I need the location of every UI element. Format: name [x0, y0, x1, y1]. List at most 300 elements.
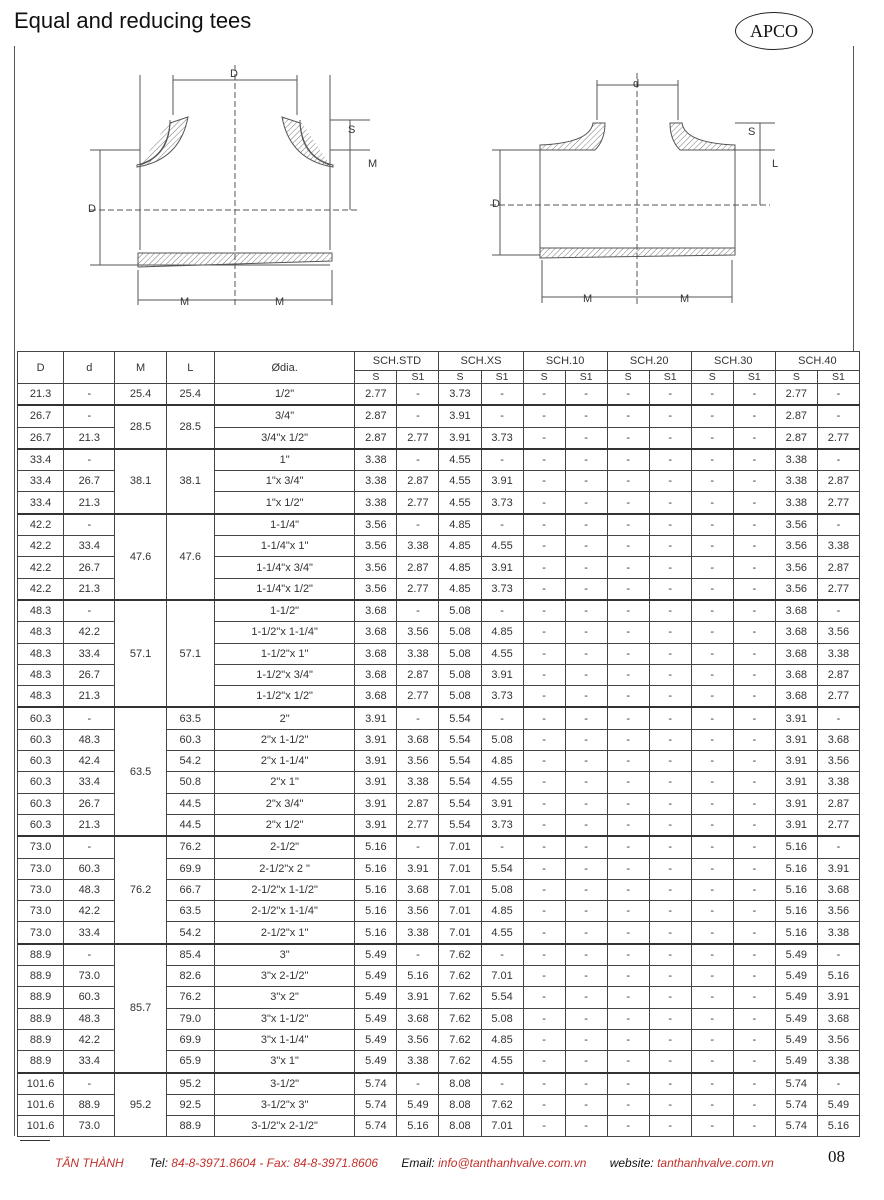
footer-email-label: Email:	[401, 1156, 435, 1170]
table-cell: -	[523, 814, 565, 836]
table-cell: 1-1/4"x 3/4"	[214, 557, 355, 578]
table-cell: 3.91	[481, 471, 523, 492]
table-cell: 3.91	[355, 707, 397, 729]
table-cell: -	[691, 751, 733, 772]
table-cell: 33.4	[64, 536, 115, 557]
table-cell: 7.01	[481, 1116, 523, 1137]
table-cell: 60.3	[18, 793, 64, 814]
table-cell: 2.87	[397, 793, 439, 814]
table-cell: -	[817, 1073, 859, 1095]
table-cell: 5.49	[775, 966, 817, 987]
table-cell: 2-1/2"x 1-1/4"	[214, 901, 355, 922]
table-cell: 60.3	[18, 772, 64, 793]
table-cell: 3.91	[481, 557, 523, 578]
table-cell: 5.74	[775, 1073, 817, 1095]
table-cell: 5.54	[439, 772, 481, 793]
table-cell: -	[733, 879, 775, 900]
table-cell: -	[649, 557, 691, 578]
table-cell: -	[607, 814, 649, 836]
table-cell: 7.62	[439, 987, 481, 1008]
table-cell: -	[607, 858, 649, 879]
table-cell: 2.87	[817, 471, 859, 492]
table-cell: 3.56	[355, 578, 397, 600]
table-cell: -	[523, 600, 565, 622]
table-cell: -	[691, 1094, 733, 1115]
table-cell: 25.4	[115, 384, 166, 406]
table-cell: 65.9	[166, 1051, 214, 1073]
table-cell: 4.85	[481, 622, 523, 643]
table-cell: 5.49	[775, 1008, 817, 1029]
table-cell: -	[733, 836, 775, 858]
table-cell: -	[733, 729, 775, 750]
table-cell: -	[523, 557, 565, 578]
table-cell: -	[565, 449, 607, 471]
table-cell: -	[691, 1008, 733, 1029]
table-cell: 3.38	[397, 643, 439, 664]
table-cell: 3"x 2"	[214, 987, 355, 1008]
table-cell: -	[565, 405, 607, 427]
table-cell: 48.3	[64, 1008, 115, 1029]
table-cell: -	[607, 686, 649, 708]
table-cell: -	[565, 1116, 607, 1137]
table-cell: 3.38	[817, 1051, 859, 1073]
table-cell: 3.38	[397, 922, 439, 944]
table-cell: -	[397, 836, 439, 858]
table-cell: -	[691, 1029, 733, 1050]
table-cell: -	[691, 427, 733, 449]
header-D: D	[18, 352, 64, 384]
subheader-s1: S1	[397, 371, 439, 384]
table-cell: -	[397, 600, 439, 622]
table-cell: 3.91	[439, 405, 481, 427]
table-cell: 79.0	[166, 1008, 214, 1029]
table-cell: 60.3	[18, 707, 64, 729]
table-cell: 4.85	[439, 514, 481, 536]
table-cell: -	[649, 836, 691, 858]
table-cell: 5.16	[775, 858, 817, 879]
table-cell: -	[733, 384, 775, 406]
table-cell: -	[649, 966, 691, 987]
table-cell: 3-1/2"	[214, 1073, 355, 1095]
table-cell: -	[691, 643, 733, 664]
table-cell: -	[733, 622, 775, 643]
frame-right-rule	[853, 46, 854, 351]
table-cell: 2.87	[817, 557, 859, 578]
table-cell: 2"x 1-1/2"	[214, 729, 355, 750]
table-cell: 5.49	[817, 1094, 859, 1115]
table-cell: 4.55	[439, 471, 481, 492]
table-cell: 2.77	[397, 814, 439, 836]
table-cell: 5.54	[439, 814, 481, 836]
table-cell: 3.91	[481, 664, 523, 685]
table-cell: -	[523, 707, 565, 729]
table-cell: 48.3	[18, 664, 64, 685]
table-cell: 5.16	[775, 836, 817, 858]
table-cell: -	[649, 814, 691, 836]
table-cell: -	[733, 1094, 775, 1115]
table-cell: 3.68	[355, 600, 397, 622]
table-cell: 1-1/4"	[214, 514, 355, 536]
table-cell: 2-1/2"x 2 "	[214, 858, 355, 879]
table-cell: -	[523, 449, 565, 471]
table-cell: -	[649, 751, 691, 772]
table-cell: -	[607, 1051, 649, 1073]
table-cell: -	[649, 664, 691, 685]
table-cell: 3.38	[817, 922, 859, 944]
right-side-label: D	[492, 198, 500, 210]
table-cell: -	[733, 1051, 775, 1073]
table-cell: 2.77	[397, 427, 439, 449]
table-cell: 3.91	[355, 793, 397, 814]
table-cell: -	[565, 1094, 607, 1115]
table-cell: -	[523, 492, 565, 514]
table-cell: 48.3	[18, 600, 64, 622]
table-cell: -	[523, 858, 565, 879]
table-cell: -	[607, 427, 649, 449]
table-cell: -	[733, 686, 775, 708]
table-cell: -	[565, 966, 607, 987]
table-cell: -	[817, 405, 859, 427]
table-cell: 73.0	[18, 879, 64, 900]
table-cell: -	[649, 858, 691, 879]
table-cell: 21.3	[64, 578, 115, 600]
table-cell: -	[691, 557, 733, 578]
table-cell: 5.08	[439, 664, 481, 685]
table-cell: -	[565, 1008, 607, 1029]
table-cell: 7.62	[439, 1051, 481, 1073]
table-cell: -	[565, 557, 607, 578]
table-cell: 4.85	[481, 901, 523, 922]
table-cell: -	[649, 729, 691, 750]
table-cell: -	[649, 1008, 691, 1029]
table-cell: 3.73	[481, 427, 523, 449]
table-cell: 3.68	[817, 1008, 859, 1029]
table-cell: 54.2	[166, 922, 214, 944]
table-cell: 3.91	[355, 751, 397, 772]
table-cell: 101.6	[18, 1094, 64, 1115]
header-sch-xs: SCH.XS	[439, 352, 523, 371]
table-cell: -	[817, 600, 859, 622]
table-cell: 48.3	[18, 622, 64, 643]
table-cell: 76.2	[166, 987, 214, 1008]
table-cell: 3.38	[355, 449, 397, 471]
table-cell: 2.77	[397, 578, 439, 600]
table-cell: -	[817, 944, 859, 966]
table-cell: -	[649, 1116, 691, 1137]
table-cell: 2.87	[397, 557, 439, 578]
table-cell: -	[64, 405, 115, 427]
table-cell: 2.87	[397, 471, 439, 492]
table-cell: 3.68	[775, 643, 817, 664]
table-cell: -	[565, 384, 607, 406]
table-cell: -	[733, 966, 775, 987]
table-cell: -	[817, 707, 859, 729]
right-s-label: S	[748, 126, 756, 138]
table-cell: 88.9	[18, 944, 64, 966]
tee-dimension-table	[17, 351, 860, 1137]
table-cell: 5.16	[355, 901, 397, 922]
table-cell: 1/2"	[214, 384, 355, 406]
table-cell: 2.77	[397, 492, 439, 514]
table-cell: -	[649, 471, 691, 492]
table-cell: -	[649, 944, 691, 966]
table-cell: 2.77	[355, 384, 397, 406]
subheader-s1: S1	[817, 371, 859, 384]
table-cell: 1-1/2"x 1-1/4"	[214, 622, 355, 643]
table-cell: 48.3	[64, 879, 115, 900]
table-cell: -	[523, 643, 565, 664]
table-cell: 42.2	[18, 514, 64, 536]
table-cell: 60.3	[64, 987, 115, 1008]
table-cell: 7.01	[439, 922, 481, 944]
table-cell: 3.68	[397, 1008, 439, 1029]
table-cell: 60.3	[18, 814, 64, 836]
table-cell: -	[397, 1073, 439, 1095]
table-cell: 3.38	[817, 643, 859, 664]
table-cell: -	[565, 814, 607, 836]
table-cell: 5.74	[355, 1094, 397, 1115]
table-cell: 1-1/2"x 1"	[214, 643, 355, 664]
table-cell: -	[397, 384, 439, 406]
table-cell: 73.0	[18, 858, 64, 879]
table-cell: -	[481, 944, 523, 966]
table-cell: 5.49	[397, 1094, 439, 1115]
table-cell: -	[691, 536, 733, 557]
table-cell: -	[733, 427, 775, 449]
table-cell: -	[64, 449, 115, 471]
table-cell: -	[523, 772, 565, 793]
table-cell: -	[607, 514, 649, 536]
table-cell: 42.2	[64, 622, 115, 643]
page-number: 08	[828, 1147, 845, 1166]
table-cell: -	[649, 536, 691, 557]
table-cell: -	[523, 384, 565, 406]
table-cell: -	[733, 664, 775, 685]
cell-m: 76.2	[115, 836, 166, 943]
table-cell: 3.38	[775, 471, 817, 492]
table-cell: 1-1/2"x 1/2"	[214, 686, 355, 708]
table-cell: -	[565, 578, 607, 600]
header-sch-20: SCH.20	[607, 352, 691, 371]
table-cell: 4.85	[439, 536, 481, 557]
table-cell: -	[733, 751, 775, 772]
table-cell: 73.0	[18, 901, 64, 922]
table-cell: -	[607, 492, 649, 514]
table-cell: 1-1/2"	[214, 600, 355, 622]
table-cell: -	[565, 600, 607, 622]
right-bottom-m2: M	[680, 293, 690, 305]
table-cell: -	[733, 449, 775, 471]
table-cell: -	[649, 514, 691, 536]
table-cell: -	[649, 1051, 691, 1073]
table-cell: -	[64, 944, 115, 966]
table-cell: -	[523, 1029, 565, 1050]
table-cell: 7.62	[439, 966, 481, 987]
table-cell: -	[733, 1008, 775, 1029]
table-cell: 1-1/4"x 1"	[214, 536, 355, 557]
table-cell: -	[523, 901, 565, 922]
table-cell: 73.0	[64, 966, 115, 987]
table-cell: -	[523, 622, 565, 643]
table-cell: 3"	[214, 944, 355, 966]
table-cell: -	[691, 514, 733, 536]
table-cell: -	[691, 1051, 733, 1073]
table-cell: -	[523, 427, 565, 449]
table-cell: 42.4	[64, 751, 115, 772]
table-cell: 5.74	[775, 1094, 817, 1115]
table-cell: 7.62	[481, 1094, 523, 1115]
table-cell: 3.91	[775, 814, 817, 836]
table-cell: 3.91	[397, 858, 439, 879]
table-cell: 88.9	[18, 1008, 64, 1029]
table-cell: 5.16	[355, 858, 397, 879]
table-cell: -	[397, 514, 439, 536]
table-cell: 3.68	[775, 622, 817, 643]
table-cell: 5.16	[775, 922, 817, 944]
table-cell: -	[691, 664, 733, 685]
table-cell: 1-1/4"x 1/2"	[214, 578, 355, 600]
table-cell: -	[733, 944, 775, 966]
table-cell: 3.91	[355, 772, 397, 793]
table-cell: 2.87	[817, 793, 859, 814]
table-cell: 21.3	[64, 814, 115, 836]
table-cell: 3.68	[775, 600, 817, 622]
table-cell: 3.68	[355, 686, 397, 708]
table-cell: -	[481, 1073, 523, 1095]
table-cell: -	[691, 966, 733, 987]
table-cell: 8.08	[439, 1073, 481, 1095]
table-cell: 63.5	[166, 707, 214, 729]
table-cell: 5.74	[775, 1116, 817, 1137]
table-cell: -	[733, 514, 775, 536]
table-cell: -	[733, 600, 775, 622]
table-cell: -	[817, 449, 859, 471]
table-cell: 3.38	[775, 449, 817, 471]
table-cell: -	[607, 1116, 649, 1137]
table-cell: -	[817, 836, 859, 858]
table-cell: -	[565, 836, 607, 858]
table-cell: 5.54	[439, 751, 481, 772]
table-cell: 3.68	[817, 879, 859, 900]
table-cell: 8.08	[439, 1116, 481, 1137]
table-cell: 66.7	[166, 879, 214, 900]
table-cell: 5.49	[355, 1051, 397, 1073]
table-cell: 3.91	[775, 793, 817, 814]
footer-website-link[interactable]: tanthanhvalve.com.vn	[657, 1156, 774, 1170]
table-cell: 3.68	[355, 622, 397, 643]
table-cell: 5.49	[775, 987, 817, 1008]
table-cell: -	[523, 729, 565, 750]
table-cell: 33.4	[64, 643, 115, 664]
footer-email-link[interactable]: info@tanthanhvalve.com.vn	[438, 1156, 587, 1170]
table-cell: 2.87	[355, 405, 397, 427]
table-cell: 5.49	[775, 944, 817, 966]
reducing-tee-diagram	[490, 73, 775, 305]
table-cell: -	[607, 557, 649, 578]
table-cell: 5.54	[481, 858, 523, 879]
table-cell: 3.73	[481, 814, 523, 836]
table-cell: 69.9	[166, 858, 214, 879]
table-cell: 60.3	[166, 729, 214, 750]
table-cell: 1"	[214, 449, 355, 471]
table-cell: 3.91	[817, 987, 859, 1008]
table-cell: -	[733, 814, 775, 836]
subheader-s: S	[523, 371, 565, 384]
cell-l: 38.1	[166, 449, 214, 514]
table-cell: 5.16	[355, 879, 397, 900]
table-cell: 4.55	[481, 536, 523, 557]
subheader-s: S	[355, 371, 397, 384]
table-cell: -	[397, 944, 439, 966]
table-cell: 5.16	[355, 922, 397, 944]
table-cell: 3.56	[397, 1029, 439, 1050]
table-cell: 3.73	[439, 384, 481, 406]
table-cell: 42.2	[64, 901, 115, 922]
footer-rule	[20, 1140, 50, 1141]
table-cell: -	[733, 707, 775, 729]
header-L: L	[166, 352, 214, 384]
table-cell: -	[481, 514, 523, 536]
table-cell: -	[523, 1094, 565, 1115]
cell-l: 57.1	[166, 600, 214, 707]
table-cell: 5.49	[355, 966, 397, 987]
table-cell: 88.9	[18, 966, 64, 987]
table-cell: 5.16	[775, 901, 817, 922]
table-cell: -	[565, 944, 607, 966]
table-cell: 3.56	[355, 557, 397, 578]
table-cell: -	[607, 751, 649, 772]
subheader-s1: S1	[733, 371, 775, 384]
table-cell: 3.38	[397, 772, 439, 793]
table-cell: -	[607, 879, 649, 900]
table-cell: -	[733, 901, 775, 922]
table-cell: 63.5	[166, 901, 214, 922]
table-cell: 26.7	[18, 427, 64, 449]
table-cell: -	[649, 1073, 691, 1095]
footer-tel: 84-8-3971.8604 - Fax: 84-8-3971.8606	[171, 1156, 379, 1170]
table-cell: -	[64, 600, 115, 622]
table-row	[18, 1073, 860, 1095]
table-cell: 3.91	[355, 729, 397, 750]
table-cell: 21.3	[64, 427, 115, 449]
table-cell: -	[64, 514, 115, 536]
table-cell: -	[649, 707, 691, 729]
table-cell: -	[565, 427, 607, 449]
table-cell: 88.9	[64, 1094, 115, 1115]
table-cell: 4.55	[481, 772, 523, 793]
table-cell: -	[565, 492, 607, 514]
table-cell: -	[691, 836, 733, 858]
table-cell: -	[607, 405, 649, 427]
table-cell: 88.9	[18, 1051, 64, 1073]
table-cell: 3.73	[481, 686, 523, 708]
table-cell: -	[607, 384, 649, 406]
table-cell: 44.5	[166, 793, 214, 814]
table-cell: 3-1/2"x 3"	[214, 1094, 355, 1115]
table-cell: 73.0	[18, 922, 64, 944]
table-cell: -	[607, 987, 649, 1008]
table-cell: 2.77	[817, 427, 859, 449]
table-cell: 5.54	[439, 707, 481, 729]
subheader-s: S	[607, 371, 649, 384]
table-cell: -	[64, 707, 115, 729]
table-cell: 7.01	[439, 901, 481, 922]
table-cell: 3.56	[355, 514, 397, 536]
table-cell: -	[649, 772, 691, 793]
table-cell: 73.0	[64, 1116, 115, 1137]
table-cell: 3.38	[397, 536, 439, 557]
table-cell: 3.91	[775, 729, 817, 750]
